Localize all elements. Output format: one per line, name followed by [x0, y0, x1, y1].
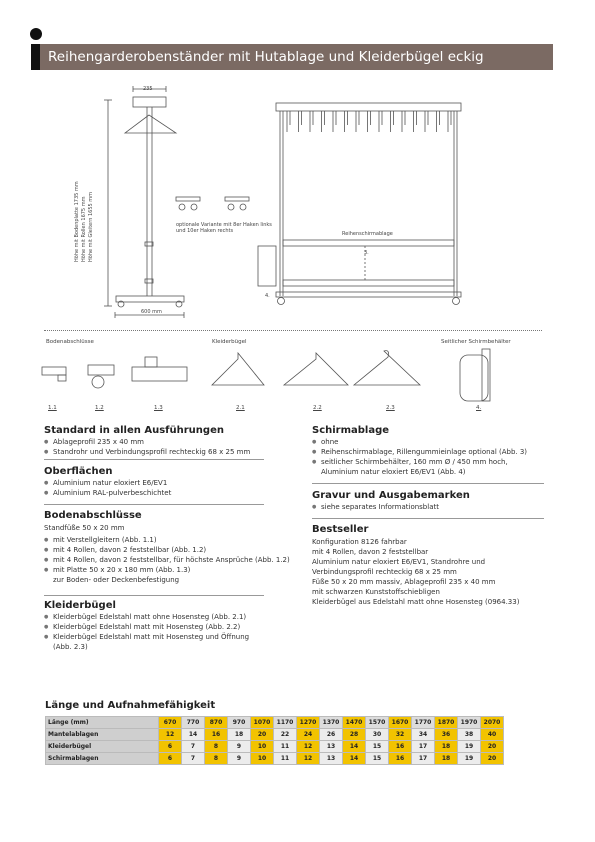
- table-cell: 17: [412, 753, 435, 765]
- rule: [44, 459, 264, 460]
- side-shelf-profile: [133, 97, 166, 107]
- table-cell: 9: [228, 741, 251, 753]
- technical-drawing: [0, 0, 595, 330]
- table-cell: 1370: [320, 717, 343, 729]
- table-cell: 1070: [251, 717, 274, 729]
- row-label: Schirmablagen: [46, 753, 159, 765]
- list-item: ● siehe separates Informationsblatt: [312, 502, 439, 512]
- page-title: Reihengarderobenständer mit Hutablage und Kleiderbügel eckig: [48, 49, 484, 65]
- list-item: ● seitlicher Schirmbehälter, 160 mm Ø / 450 mm hoch,: [312, 457, 527, 467]
- front-hook: [322, 111, 325, 132]
- table-cell: 1270: [297, 717, 320, 729]
- table-cell: 16: [205, 729, 228, 741]
- fig-label-1-1: 1.1: [48, 405, 57, 411]
- table-cell: 28: [343, 729, 366, 741]
- row-label: Kleiderbügel: [46, 741, 159, 753]
- bestseller-line: Füße 50 x 20 mm massiv, Ablageprofil 235 x 40 mm: [312, 578, 496, 586]
- floor-intro: Standfüße 50 x 20 mm: [44, 524, 125, 532]
- label-4: 4.: [265, 293, 270, 299]
- front-hook: [310, 111, 313, 132]
- table-cell: 670: [159, 717, 182, 729]
- table-cell: 6: [159, 753, 182, 765]
- front-shelf: [276, 103, 461, 111]
- list-item: ● Standrohr und Verbindungsprofil rechteckig 68 x 25 mm: [44, 447, 250, 457]
- list-item: ● Ablageprofil 235 x 40 mm: [44, 437, 250, 447]
- divider: [44, 330, 542, 331]
- table-cell: 7: [182, 741, 205, 753]
- bestseller-line: mit 4 Rollen, davon 2 feststellbar: [312, 548, 429, 556]
- hook-variant-note: optionale Variante mit 8er Haken links und 10er Haken rechts: [176, 222, 272, 234]
- bestseller-line: Aluminium natur eloxiert E6/EV1, Standrohre und: [312, 558, 486, 566]
- table-row: [46, 717, 504, 729]
- table-cell: 9: [228, 753, 251, 765]
- table-cell: 1670: [389, 717, 412, 729]
- table-cell: 8: [205, 753, 228, 765]
- list-item: ● Aluminium natur eloxiert E6/EV1: [44, 478, 171, 488]
- fig-label-2-3: 2.3: [386, 405, 395, 411]
- table-cell: 18: [435, 753, 458, 765]
- table-cell: 20: [481, 753, 504, 765]
- table-cell: 1470: [343, 717, 366, 729]
- bestseller-line: Verbindungsprofil rechteckig 68 x 25 mm: [312, 568, 457, 576]
- front-hook: [437, 111, 440, 132]
- front-hook: [299, 111, 302, 132]
- umbrella-list: [312, 437, 527, 467]
- fig-label-4: 4.: [476, 405, 482, 411]
- table-cell: 22: [274, 729, 297, 741]
- standard-heading: Standard in allen Ausführungen: [44, 425, 224, 436]
- rule: [44, 595, 264, 596]
- side-foot: [116, 296, 184, 302]
- table-cell: 8: [205, 741, 228, 753]
- table-heading: Länge und Aufnahmefähigkeit: [45, 700, 216, 711]
- table-cell: 13: [320, 753, 343, 765]
- bestseller-text: [312, 537, 519, 607]
- table-cell: 11: [274, 741, 297, 753]
- table-row: [46, 729, 504, 741]
- front-hook: [287, 111, 290, 132]
- front-hook: [333, 111, 336, 132]
- list-item: ● Reihenschirmablage, Rillengummieinlage optional (Abb. 3): [312, 447, 527, 457]
- table-cell: 1970: [458, 717, 481, 729]
- table-cell: 16: [389, 753, 412, 765]
- list-item: ● mit 4 Rollen, davon 2 feststellbar, für höchste Ansprüche (Abb. 1.2): [44, 555, 290, 565]
- table-cell: 10: [251, 741, 274, 753]
- bestseller-heading: Bestseller: [312, 524, 369, 535]
- table-cell: 2070: [481, 717, 504, 729]
- table-cell: 30: [366, 729, 389, 741]
- standard-list: [44, 437, 250, 457]
- table-cell: 11: [274, 753, 297, 765]
- table-cell: 24: [297, 729, 320, 741]
- table-cell: 870: [205, 717, 228, 729]
- table-cell: 20: [481, 741, 504, 753]
- front-hook: [368, 111, 371, 132]
- front-hook: [356, 111, 359, 132]
- height-label-3: Höhe mit Gleitern 1655 mm: [88, 191, 94, 262]
- rule: [312, 483, 544, 484]
- engraving-list: [312, 502, 439, 512]
- table-row: [46, 753, 504, 765]
- table-cell: 16: [389, 741, 412, 753]
- table-cell: 19: [458, 741, 481, 753]
- bestseller-line: Konfiguration 8126 fahrbar: [312, 538, 407, 546]
- rule: [312, 518, 544, 519]
- table-cell: 770: [182, 717, 205, 729]
- row-label: Länge (mm): [46, 717, 159, 729]
- rule: [44, 504, 264, 505]
- front-hook: [391, 111, 394, 132]
- engraving-heading: Gravur und Ausgabemarken: [312, 490, 470, 501]
- table-cell: 26: [320, 729, 343, 741]
- group-floor-label: Bodenabschlüsse: [46, 339, 94, 345]
- list-item: ● Kleiderbügel Edelstahl matt mit Hosensteg und Öffnung: [44, 632, 249, 642]
- table-cell: 1570: [366, 717, 389, 729]
- dim-bottom-label: 600 mm: [141, 309, 162, 315]
- table-cell: 1870: [435, 717, 458, 729]
- list-item: ● mit Verstellgleitern (Abb. 1.1): [44, 535, 290, 545]
- table-cell: 13: [320, 741, 343, 753]
- group-umbrella-label: Seitlicher Schirmbehälter: [441, 339, 511, 345]
- table-cell: 15: [366, 753, 389, 765]
- bestseller-line: Kleiderbügel aus Edelstahl matt ohne Hosensteg (0964.33): [312, 598, 520, 606]
- fig-label-1-3: 1.3: [154, 405, 163, 411]
- height-label-1: Höhe mit Bodenplatte 1735 mm: [74, 181, 80, 262]
- list-item: ● mit Platte 50 x 20 x 180 mm (Abb. 1.3): [44, 565, 290, 575]
- table-cell: 6: [159, 741, 182, 753]
- table-cell: 1170: [274, 717, 297, 729]
- label-3: 3.: [364, 250, 369, 256]
- table-row: [46, 741, 504, 753]
- hangers-heading: Kleiderbügel: [44, 600, 116, 611]
- table-cell: 10: [251, 753, 274, 765]
- table-cell: 32: [389, 729, 412, 741]
- bestseller-line: mit schwarzen Kunststoffschiebligen: [312, 588, 440, 596]
- fig-label-2-2: 2.2: [313, 405, 322, 411]
- height-label-2: Höhe mit Rollen 1675 mm: [81, 196, 87, 262]
- sub-figure-drawings: [0, 345, 595, 405]
- table-cell: 12: [159, 729, 182, 741]
- umbrella-item-cont: Aluminium natur eloxiert E6/EV1 (Abb. 4): [321, 468, 466, 476]
- front-hook: [345, 111, 348, 132]
- row-label: Mantelablagen: [46, 729, 159, 741]
- front-hook: [414, 111, 417, 132]
- table-cell: 14: [182, 729, 205, 741]
- list-item: ● Kleiderbügel Edelstahl matt ohne Hosensteg (Abb. 2.1): [44, 612, 249, 622]
- fig-label-1-2: 1.2: [95, 405, 104, 411]
- table-cell: 14: [343, 753, 366, 765]
- table-cell: 19: [458, 753, 481, 765]
- front-hook: [425, 111, 428, 132]
- front-umbrella-rack: [283, 240, 454, 246]
- table-cell: 40: [481, 729, 504, 741]
- list-item: ● Aluminium RAL-pulverbeschichtet: [44, 488, 171, 498]
- floor-list: [44, 535, 290, 575]
- hangers-item-cont: (Abb. 2.3): [53, 643, 88, 651]
- floor-heading: Bodenabschlüsse: [44, 510, 142, 521]
- table-cell: 38: [458, 729, 481, 741]
- table-cell: 14: [343, 741, 366, 753]
- surfaces-list: [44, 478, 171, 498]
- table-cell: 970: [228, 717, 251, 729]
- list-item: ● mit 4 Rollen, davon 2 feststellbar (Abb. 1.2): [44, 545, 290, 555]
- table-cell: 34: [412, 729, 435, 741]
- list-item: ● ohne: [312, 437, 527, 447]
- table-cell: 12: [297, 753, 320, 765]
- front-hook: [448, 111, 451, 132]
- umbrella-rack-label: Reihenschirmablage: [342, 231, 393, 237]
- capacity-table: [45, 716, 504, 765]
- table-cell: 17: [412, 741, 435, 753]
- table-cell: 15: [366, 741, 389, 753]
- surfaces-heading: Oberflächen: [44, 466, 113, 477]
- table-cell: 12: [297, 741, 320, 753]
- hangers-list: [44, 612, 249, 642]
- table-cell: 18: [228, 729, 251, 741]
- list-item: ● Kleiderbügel Edelstahl matt mit Hosensteg (Abb. 2.2): [44, 622, 249, 632]
- table-cell: 7: [182, 753, 205, 765]
- front-hook: [379, 111, 382, 132]
- table-cell: 36: [435, 729, 458, 741]
- side-hanger: [125, 115, 176, 133]
- group-hanger-label: Kleiderbügel: [212, 339, 247, 345]
- table-cell: 1770: [412, 717, 435, 729]
- table-cell: 20: [251, 729, 274, 741]
- floor-item-cont: zur Boden- oder Deckenbefestigung: [53, 576, 180, 584]
- dim-top-label: 235: [143, 86, 153, 92]
- table-cell: 18: [435, 741, 458, 753]
- umbrella-heading: Schirmablage: [312, 425, 390, 436]
- front-hook: [402, 111, 405, 132]
- fig-label-2-1: 2.1: [236, 405, 245, 411]
